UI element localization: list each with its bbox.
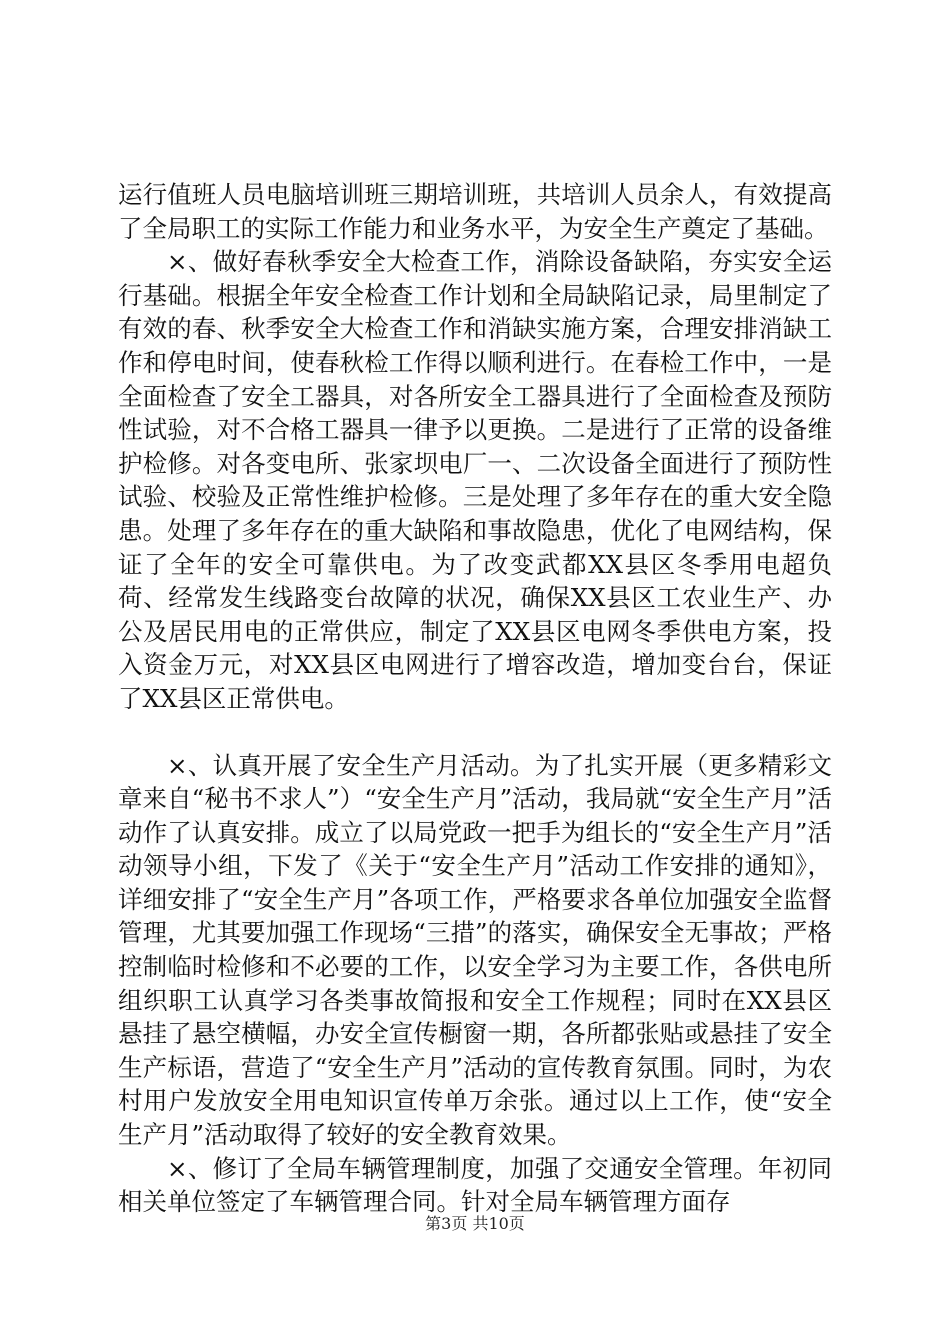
paragraph-inspection: ×、做好春秋季安全大检查工作，消除设备缺陷，夯实安全运行基础。根据全年安全检查工作计划和全局缺陷记录，局里制定了有效的春、秋季安全大检查工作和消缺实施方案，合理安排消缺工作和停电时间，使春秋检工作得以顺利进行。在春检工作中，一是全面检查了安全工器具，对各所安全工器具进行了全面检查及预防性试验，对不合格工器具一律予以更换。二是进行了正常的设备维护检修。对各变电所、张家坝电厂一、二次设备全面进行了预防性试验、校验及正常性维护检修。三是处理了多年存在的重大安全隐患。处理了多年存在的重大缺陷和事故隐患，优化了电网结构，保证了全年的安全可靠供电。为了改变武都XX县区冬季用电超负荷、经常发生线路变台故障的状况，确保XX县区工农业生产、办公及居民用电的正常供应，制定了XX县区电网冬季供电方案，投入资金万元，对XX县区电网进行了增容改造，增加变台台，保证了XX县区正常供电。: [118, 247, 832, 713]
paragraph-safety-month: ×、认真开展了安全生产月活动。为了扎实开展（更多精彩文章来自“秘书不求人”）“安全生产月”活动，我局就“安全生产月”活动作了认真安排。成立了以局党政一把手为组长的“安全生产月”活动领导小组，下发了《关于“安全生产月”活动工作安排的通知》，详细安排了“安全生产月”各项工作，严格要求各单位加强安全监督管理，尤其要加强工作现场“三措”的落实，确保安全无事故；严格控制临时检修和不必要的工作，以安全学习为主要工作，各供电所组织职工认真学习各类事故简报和安全工作规程；同时在XX县区悬挂了悬空横幅，办安全宣传橱窗一期，各所都张贴或悬挂了安全生产标语，营造了“安全生产月”活动的宣传教育氛围。同时，为农村用户发放安全用电知识宣传单万余张。通过以上工作，使“安全生产月”活动取得了较好的安全教育效果。: [118, 750, 832, 1150]
paragraph-vehicle-management: ×、修订了全局车辆管理制度，加强了交通安全管理。年初同相关单位签定了车辆管理合同。针对全局车辆管理方面存: [118, 1153, 832, 1217]
paragraph-continuation: 运行值班人员电脑培训班三期培训班，共培训人员余人，有效提高了全局职工的实际工作能力和业务水平，为安全生产奠定了基础。: [118, 180, 832, 243]
page-footer: 第3页 共10页: [425, 1214, 525, 1233]
document-body: [118, 178, 832, 1219]
